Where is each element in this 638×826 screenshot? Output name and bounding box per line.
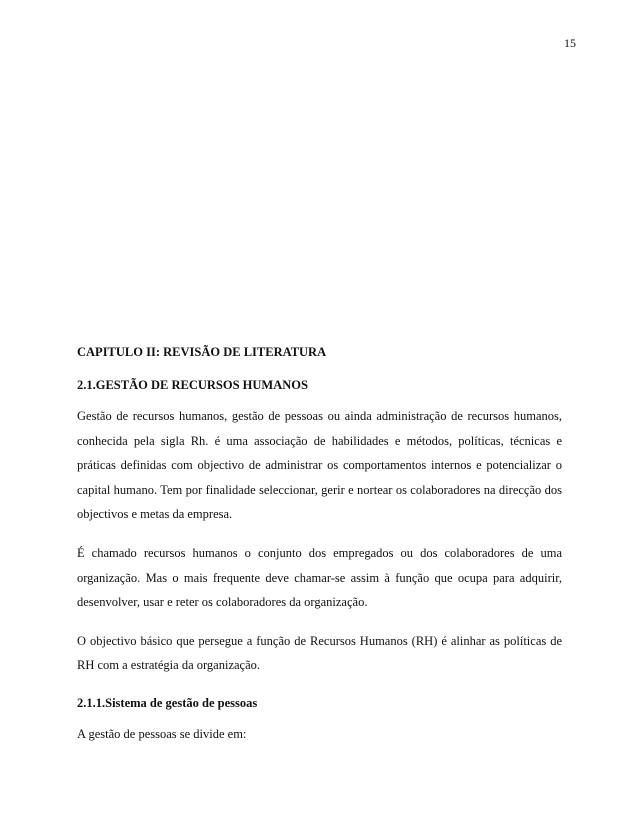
paragraph-human-resources: É chamado recursos humanos o conjunto dos empregados ou dos colaboradores de uma organização. Mas o mais frequente deve chamar-se assim à função que ocupa para adquirir, desenvolver, usar e reter os colaboradores da organização. bbox=[77, 545, 562, 610]
chapter-heading: CAPITULO II: REVISÃO DE LITERATURA bbox=[77, 345, 327, 359]
section-heading: 2.1.GESTÃO DE RECURSOS HUMANOS bbox=[77, 378, 308, 392]
subsection-heading: 2.1.1.Sistema de gestão de pessoas bbox=[77, 695, 258, 710]
paragraph-definition: Gestão de recursos humanos, gestão de pessoas ou ainda administração de recursos humanos, conhecida pela sigla Rh. é uma associação de habilidades e métodos, políticas, técnicas e práticas definidas com objectivo de administrar os comportamentos internos e potencializar o capital humano. Tem por finalidade seleccionar, gerir e nortear os colaboradores na direcção dos objectivos e metas da empresa. bbox=[77, 409, 562, 522]
paragraph-objective: O objectivo básico que persegue a função de Recursos Humanos (RH) é alinhar as políticas de RH com a estratégia da organização. bbox=[77, 633, 562, 673]
page-content bbox=[77, 343, 562, 747]
paragraph-division: A gestão de pessoas se divide em: bbox=[77, 726, 247, 741]
page-number: 15 bbox=[564, 36, 576, 50]
